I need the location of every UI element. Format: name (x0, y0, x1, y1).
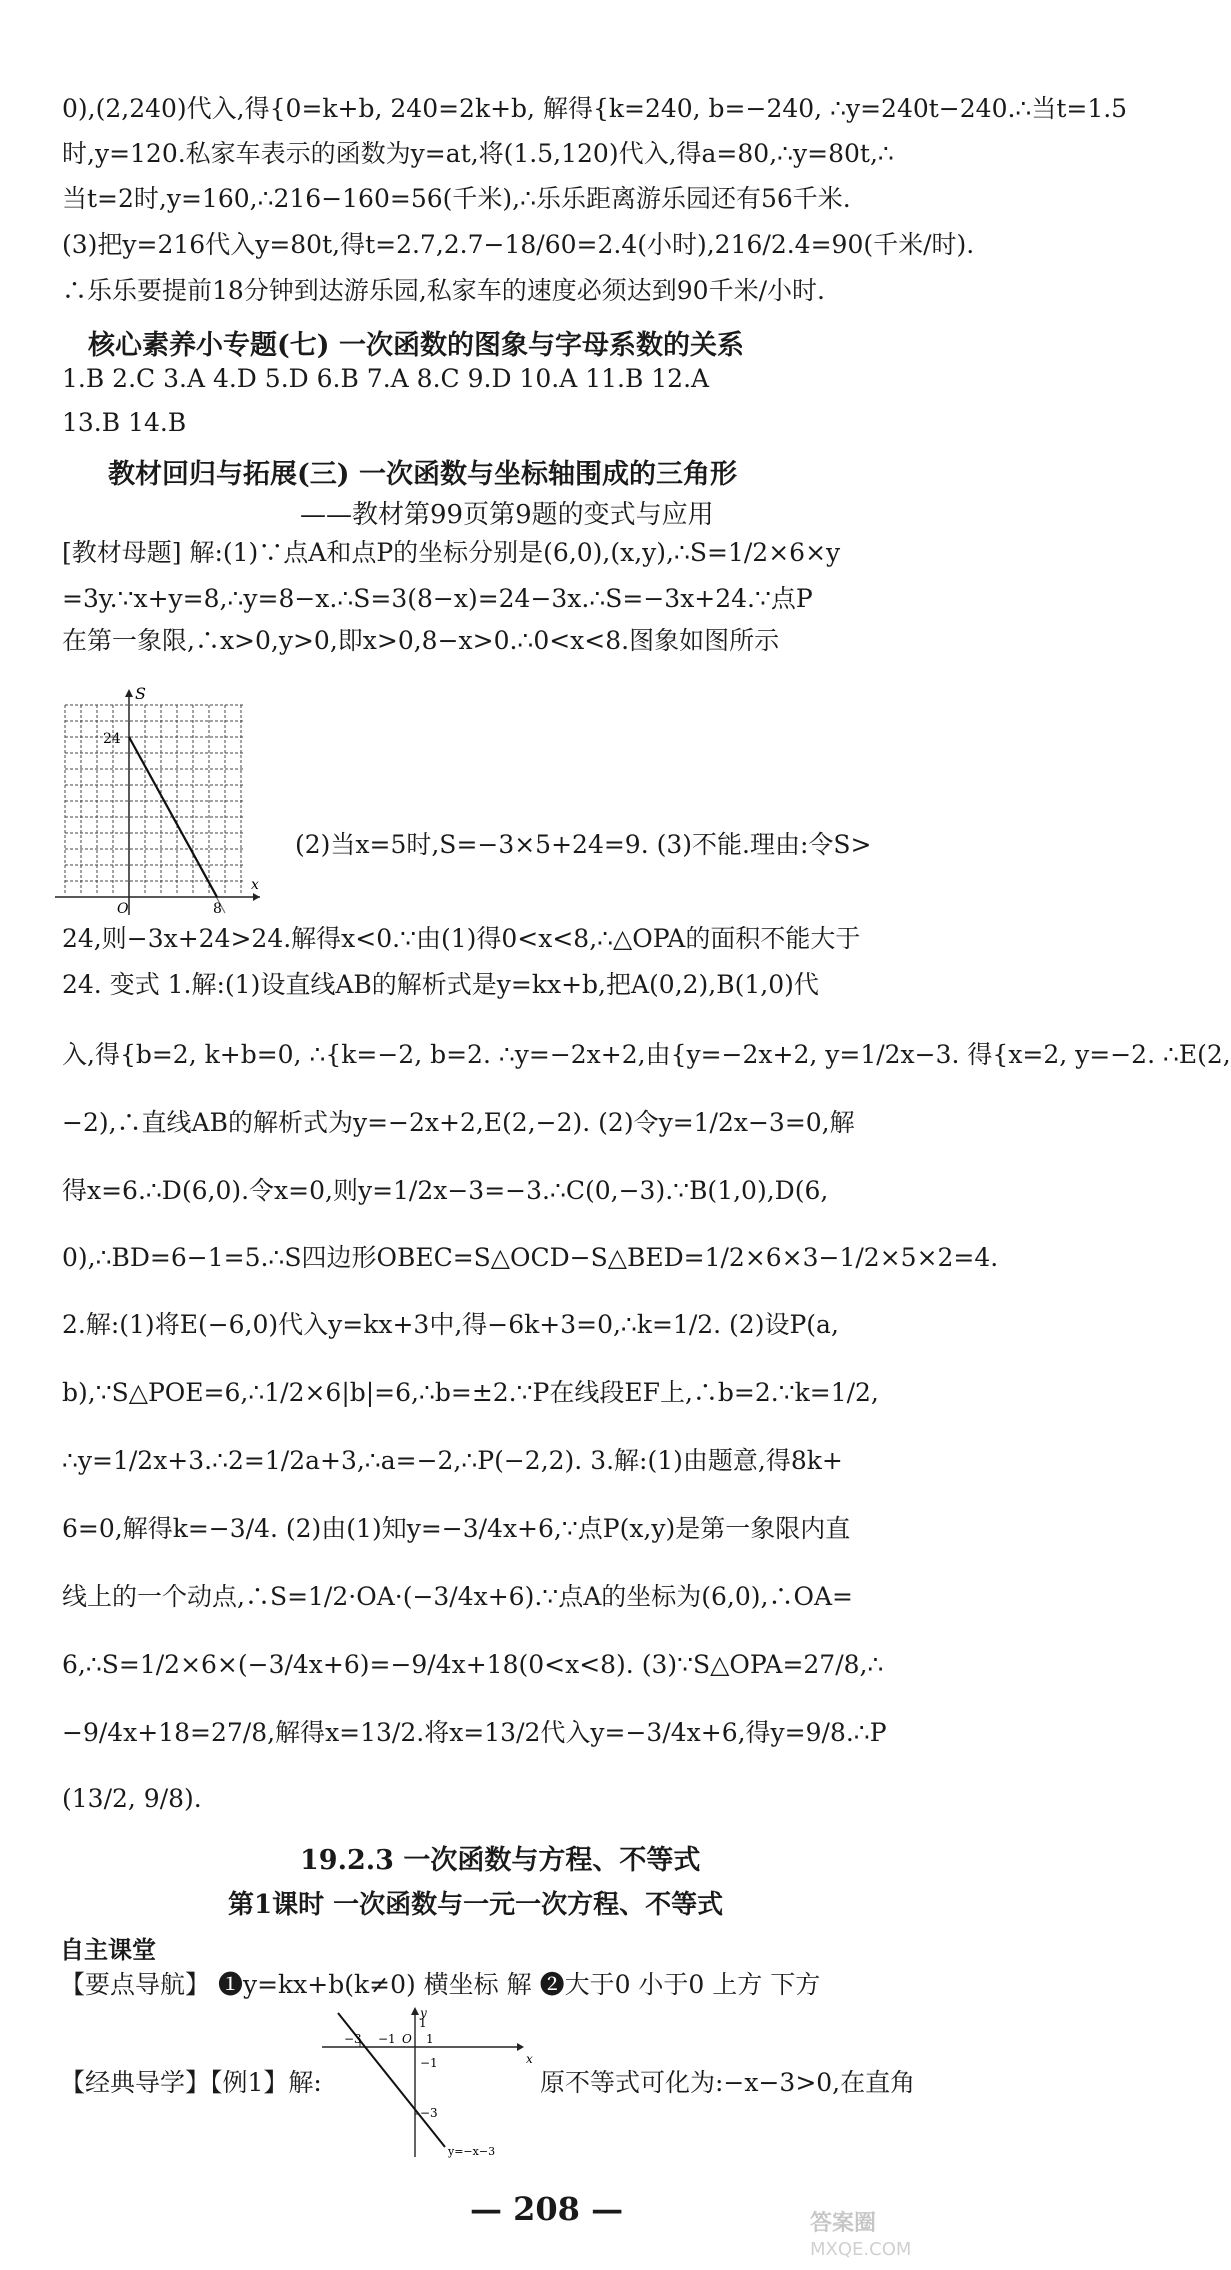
tick-neg1: −1 (378, 2032, 396, 2046)
origin-label: O (117, 901, 129, 917)
text-line: [教材母题] 解:(1)∵点A和点P的坐标分别是(6,0),(x,y),∴S=1/2×6×y (62, 538, 841, 567)
svg-text:答案圈: 答案圈 (810, 2211, 877, 2236)
equation-label: y=−x−3 (448, 2145, 496, 2158)
text-line: 6=0,解得k=−3/4. (2)由(1)知y=−3/4x+6,∵点P(x,y)是第一象限内直 (62, 1514, 851, 1543)
tick-y-neg1: −1 (420, 2056, 438, 2070)
text-line: 线上的一个动点,∴S=1/2·OA·(−3/4x+6).∵点A的坐标为(6,0),∴OA= (62, 1582, 853, 1611)
text-line: 时,y=120.私家车表示的函数为y=at,将(1.5,120)代入,得a=80,∴y=80t,∴ (62, 139, 894, 168)
text-line: 得x=6.∴D(6,0).令x=0,则y=1/2x−3=−3.∴C(0,−3).∵B(1,0),D(6, (62, 1176, 829, 1205)
text-line: −2),∴直线AB的解析式为y=−2x+2,E(2,−2). (2)令y=1/2x−3=0,解 (62, 1108, 855, 1137)
tick-24: 24 (103, 731, 121, 747)
s-label: S (135, 684, 146, 703)
text-line: (13/2, 9/8). (62, 1784, 202, 1813)
text-line: 24,则−3x+24>24.解得x<0.∵由(1)得0<x<8,∴△OPA的面积不能大于 (62, 924, 861, 953)
example-line: 【经典导学】【例1】解: (60, 2068, 322, 2097)
tick-1: 1 (426, 2032, 434, 2046)
tick-neg3: −3 (344, 2032, 362, 2046)
text-line: ∴y=1/2x+3.∴2=1/2a+3,∴a=−2,∴P(−2,2). 3.解:(1)由题意,得8k+ (62, 1446, 843, 1475)
text-line: 6,∴S=1/2×6×(−3/4x+6)=−9/4x+18(0<x<8). (3)∵S△OPA=27/8,∴ (62, 1650, 884, 1679)
text-line: (2)当x=5时,S=−3×5+24=9. (3)不能.理由:令S> (295, 830, 872, 859)
heading-self-study: 自主课堂 (60, 1935, 156, 1964)
text-line: 24. 变式 1.解:(1)设直线AB的解析式是y=kx+b,把A(0,2),B(1,0)代 (62, 970, 819, 999)
text-line: 当t=2时,y=160,∴216−160=56(千米),∴乐乐距离游乐园还有56千米. (62, 184, 851, 213)
text-line: −9/4x+18=27/8,解得x=13/2.将x=13/2代入y=−3/4x+6,得y=9/8.∴P (62, 1718, 887, 1747)
text-line: b),∵S△POE=6,∴1/2×6|b|=6,∴b=±2.∵P在线段EF上,∴b=2.∵k=1/2, (62, 1378, 879, 1407)
svg-text:MXQE.COM: MXQE.COM (810, 2239, 912, 2260)
answer-line: 13.B 14.B (62, 408, 187, 437)
text-line: 入,得{b=2, k+b=0, ∴{k=−2, b=2. ∴y=−2x+2,由{y=−2x+2, y=1/2x−3. 得{x=2, y=−2. ∴E(2, (62, 1040, 1231, 1069)
y-label: y (420, 2006, 427, 2020)
text-line: 0),∴BD=6−1=5.∴S四边形OBEC=S△OCD−S△BED=1/2×6×3−1/2×5×2=4. (62, 1243, 999, 1272)
answer-line: 1.B 2.C 3.A 4.D 5.D 6.B 7.A 8.C 9.D 10.A 11.B 12.A (62, 364, 710, 393)
text-line: 2.解:(1)将E(−6,0)代入y=kx+3中,得−6k+3=0,∴k=1/2. (2)设P(a, (62, 1310, 839, 1339)
text-line: 在第一象限,∴x>0,y>0,即x>0,8−x>0.∴0<x<8.图象如图所示 (62, 626, 780, 655)
origin-label: O (402, 2032, 412, 2046)
heading-section-19-2-3: 19.2.3 一次函数与方程、不等式 (300, 1845, 701, 1876)
page-number: — 208 — (470, 2190, 624, 2228)
text-line: (3)把y=216代入y=80t,得t=2.7,2.7−18/60=2.4(小时),216/2.4=90(千米/时). (62, 230, 975, 259)
graph-s-vs-x (55, 685, 265, 920)
heading-lesson-1: 第1课时 一次函数与一元一次方程、不等式 (228, 1890, 724, 1920)
x-label: x (251, 877, 259, 893)
graph-y-neg-x-minus-3 (320, 2005, 540, 2165)
x-label: x (526, 2052, 533, 2066)
heading-textbook-review: 教材回归与拓展(三) 一次函数与坐标轴围成的三角形 (108, 459, 737, 490)
heading-core-topic: 核心素养小专题(七) 一次函数的图象与字母系数的关系 (88, 330, 744, 361)
text-line: =3y.∵x+y=8,∴y=8−x.∴S=3(8−x)=24−3x.∴S=−3x+24.∵点P (62, 584, 813, 613)
example-line: 原不等式可化为:−x−3>0,在直角 (540, 2068, 916, 2097)
tick-y-neg3: −3 (420, 2106, 438, 2120)
text-line: 0),(2,240)代入,得{0=k+b, 240=2k+b, 解得{k=240, b=−240, ∴y=240t−240.∴当t=1.5 (62, 94, 1128, 123)
watermark-logo (800, 2200, 980, 2260)
tick-8: 8 (213, 901, 222, 917)
key-points-line: 【要点导航】 ❶y=kx+b(k≠0) 横坐标 解 ❷大于0 小于0 上方 下方 (60, 1970, 821, 1999)
text-line: ∴乐乐要提前18分钟到达游乐园,私家车的速度必须达到90千米/小时. (62, 276, 825, 305)
tick-y1: 1 (419, 2016, 427, 2030)
subheading-variant: ——教材第99页第9题的变式与应用 (300, 500, 714, 530)
